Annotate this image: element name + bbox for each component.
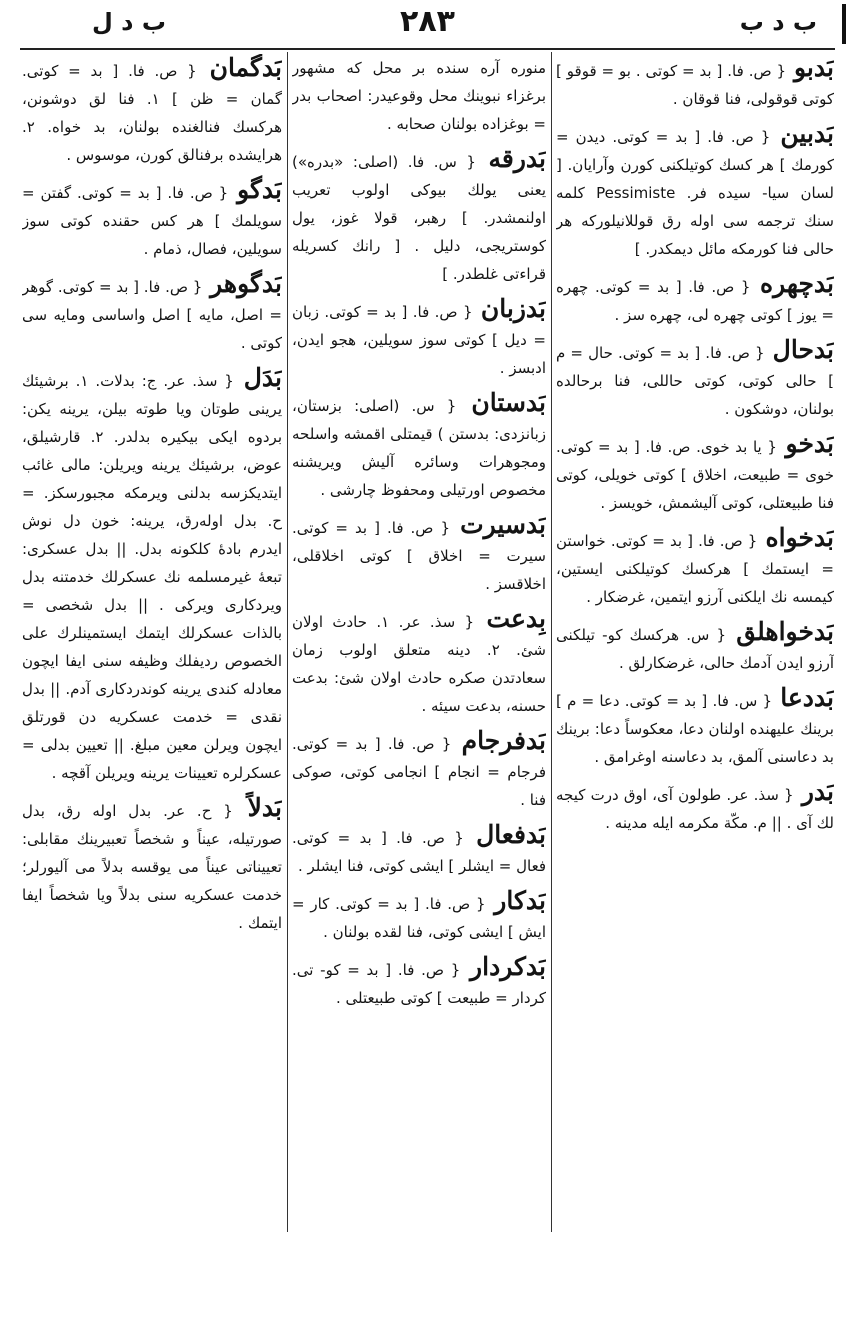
dictionary-entry [22, 794, 282, 937]
entry-definition: { ص. فا. [ بد = كوتى. كار = ايش ] ايشى كوتى، فنا لقده بولنان . [292, 895, 546, 941]
entry-definition: { سذ. عر. ١. حادث اولان شئ. ٢. دينه متعلق اولوب زمان سعادتدن صكره حادث اولان شئ: بدعت حسنه، بدعت سيئه . [292, 613, 546, 715]
dictionary-entry [556, 120, 834, 263]
entry-definition: { ص. فا. [ بد = كوتى. گمان = ظن ] ١. فنا لق دوشونن، هركسك فنالغنده بولنان، بد خواه. ٢. هرايشده برفنالق كورن، موسوس . [22, 62, 282, 164]
entry-headword: بَددعا [780, 683, 834, 712]
entry-definition: { س. فا. (اصلى: «بدره») يعنى يولك بيوكى اولوب تعريب اولنمشدر. ] رهبر، قولا غوز، يول كوستريجى، دليل . [ رانك كسريله قراءتى غلطدر. ] [292, 153, 546, 283]
entry-definition: { ص. فا. [ بد = كوتى. سيرت = اخلاق ] كوتى اخلاقلى، اخلاقسز . [292, 519, 546, 593]
entry-headword: بَدخواهلق [736, 617, 834, 646]
entry-headword: بَدرقه [488, 144, 546, 173]
column-right [556, 54, 834, 1234]
entry-headword: بَدكردار [470, 952, 546, 981]
entry-definition: { س. (اصلى: بزستان، زبانزدى: بدستن ) قيمتلى اقمشه واسلحه ومجوهرات وسائره آليش ويريشنه مخصوص اورتيلى ومحفوظ چارشى . [292, 397, 546, 499]
dictionary-entry [556, 336, 834, 423]
dictionary-entry [22, 54, 282, 169]
entry-definition: { سذ. عر. ج: بدلات. ١. برشيئك يرينى طوتان ويا طوته بيلن، يرينه يكن: بردوه ايكى بيكيره بدلدر. ٢. قارشيلق، عوض، برشيئك يرينه ويريلن: مالى غائب ايتديكزسه بدلنى ويرمكه مجبورسكز. = ح. بدل اولەرق، يرينه: خون دل نوش ايدرم بادهٔ كلكونه بدل. || بدل عسكرى: تبعهٔ غيرمسلمه نك عسكرلك خدمتنه بدل ويردكارى ويركى . || بدل شخصى = بالذات عسكرلك ايتمك ايستمينلرك على الخصوص رديفلك وظيفه سنى ايفا ايچون معادله كندى يرينه كوندردكارى آدم. || بدل نقدى = خدمت عسكريه دن قورتلق ايچون ويرلن معين مبلغ. || تعيين بدلى = عسكرلره تعيينات يرينه ويريلن آقچه . [22, 372, 282, 782]
dictionary-entry [292, 953, 546, 1012]
dictionary-entry [556, 270, 834, 329]
dictionary-entry [292, 389, 546, 504]
entry-definition: { ص. فا. [ بد = كوتى. حال = م ] حالى كوتى، كوتى حاللى، فنا برحالده بولنان، دوشكون . [556, 344, 834, 418]
entry-headword: بَدگوهر [210, 269, 282, 298]
dictionary-entry [292, 821, 546, 880]
header-rule [20, 48, 835, 50]
entry-definition: { ص. فا. [ بد = كوتى. ديدن = كورمك ] هر كسك كوتيلكنى كورن وآرايان. [ لسان سيا- سيده فر. Pessimiste كلمه سنك ترجمه سى اوله رق قوللانيلوركه هر حالى فنا كورمكه مائل ديمكدر. ] [556, 128, 834, 258]
page-edge-mark [842, 4, 846, 44]
entry-headword: بَدگو [237, 175, 282, 204]
page-header [20, 4, 835, 44]
dictionary-entry [292, 887, 546, 946]
dictionary-entry [22, 364, 282, 787]
entry-headword: بَدحال [772, 335, 834, 364]
column-left [22, 54, 282, 1234]
dictionary-entry [292, 145, 546, 288]
dictionary-entry [22, 176, 282, 263]
column-divider-left [287, 52, 288, 1232]
dictionary-entry [556, 618, 834, 677]
entry-headword: بَدچهره [760, 269, 834, 298]
column-divider-right [551, 52, 552, 1232]
entry-headword: بَدفعال [476, 820, 546, 849]
running-head-left: ب د ل [92, 8, 166, 36]
entry-definition: { سذ. عر. طولون آى، اوق درت كيجه لك آى . || م. مكّة مكرمه ايله مدينه . [556, 786, 834, 832]
entry-definition: { ص. فا. [ بد = كوتى. گوهر = اصل، مايه ] اصل واساسى ومايه سى كوتى . [22, 278, 282, 352]
entry-definition: { ح. عر. بدل اوله رق، بدل صورتيله، عيناً و شخصاً تعبيرينك مقابلى: تعييناتى عيناً مى يوقسه بدلاً مى آليورلر؛ خدمت عسكريه سنى بدلاً ويا شخصاً ايفا ايتمك . [22, 802, 282, 932]
entry-headword: بَدلاً [247, 793, 282, 822]
dictionary-entry [556, 54, 834, 113]
entry-definition: { يا بد خوى. ص. فا. [ بد = كوتى. خوى = طبيعت، اخلاق ] كوتى خويلى، كوتى فنا طبيعتلى، كوتى آليشمش، خويسز . [556, 438, 834, 512]
entry-headword: بَدستان [471, 388, 546, 417]
entry-definition: { ص. فا. [ بد = كوتى. گفتن = سويلمك ] هر كس حقنده كوتى سوز سويلين، فصال، ذمام . [22, 184, 282, 258]
entry-definition: { ص. فا. [ بد = كوتى. فعال = ايشلر ] ايشى كوتى، فنا ايشلر . [292, 829, 546, 875]
entry-headword: بَدسيرت [460, 510, 546, 539]
entry-headword: بَدفرجام [461, 726, 546, 755]
dictionary-entry [292, 727, 546, 814]
dictionary-entry [556, 684, 834, 771]
entry-definition: { ص. فا. [ بد = كوتى . بو = قوقو ] كوتى قوقولى، فنا قوقان . [556, 62, 834, 108]
entry-definition: { س. فا. [ بد = كوتى. دعا = م ] برينك عليهنده اولنان دعا، معكوساً دعا: برينك بد دعاسنى آلمق، بد دعاسنه اوغرامق . [556, 692, 834, 766]
entry-headword: بَدَل [243, 363, 282, 392]
dictionary-entry [292, 511, 546, 598]
entry-headword: بَدزبان [480, 294, 546, 323]
entry-headword: بَدبو [794, 54, 834, 82]
entry-definition: { ص. فا. [ بد = كوتى. خواستن = ايستمك ] هركسك كوتيلكنى ايستين، كيمسه نك ايلكنى آرزو ايتمين، غرضكار . [556, 532, 834, 606]
dictionary-entry [556, 778, 834, 837]
entry-headword: بَدخواه [765, 523, 834, 552]
dictionary-entry [22, 270, 282, 357]
entry-headword: بَدكار [494, 886, 546, 915]
column-middle [292, 54, 546, 1234]
entry-definition: { ص. فا. [ بد = كوتى. فرجام = انجام ] انجامى كوتى، صوكى فنا . [292, 735, 546, 809]
entry-definition: { ص. فا. [ بد = كوتى. چهره = يوز ] كوتى چهره لى، چهره سز . [556, 278, 834, 324]
entry-definition: { ص. فا. [ بد = كوتى. زبان = ديل ] كوتى سوز سويلين، هجو ايدن، ادبسز . [292, 303, 546, 377]
dictionary-entry [292, 295, 546, 382]
dictionary-entry [556, 524, 834, 611]
entry-definition: { س. هركسك كو- تيلكنى آرزو ايدن آدمك حالى، غرضكارلق . [556, 626, 834, 672]
entry-headword: بَدبين [780, 119, 834, 148]
running-head-right: ب د ب [739, 8, 817, 36]
page-number: ٢٨٣ [400, 4, 455, 39]
entry-headword: بَدر [801, 777, 834, 806]
entry-headword: بَدگمان [209, 54, 282, 82]
dictionary-entry [292, 605, 546, 720]
entry-continuation: منوره آره سنده بر محل كه مشهور برغزاء نبوينك محل وقوعيدر: اصحاب بدر = بوغزاده بولنان صحابه . [292, 59, 546, 133]
entry-definition: { ص. فا. [ بد = كو- تى. كردار = طبيعت ] كوتى طبيعتلى . [292, 961, 546, 1007]
dictionary-entry [556, 430, 834, 517]
entry-headword: بِدعت [486, 604, 546, 633]
entry-headword: بَدخو [785, 429, 834, 458]
